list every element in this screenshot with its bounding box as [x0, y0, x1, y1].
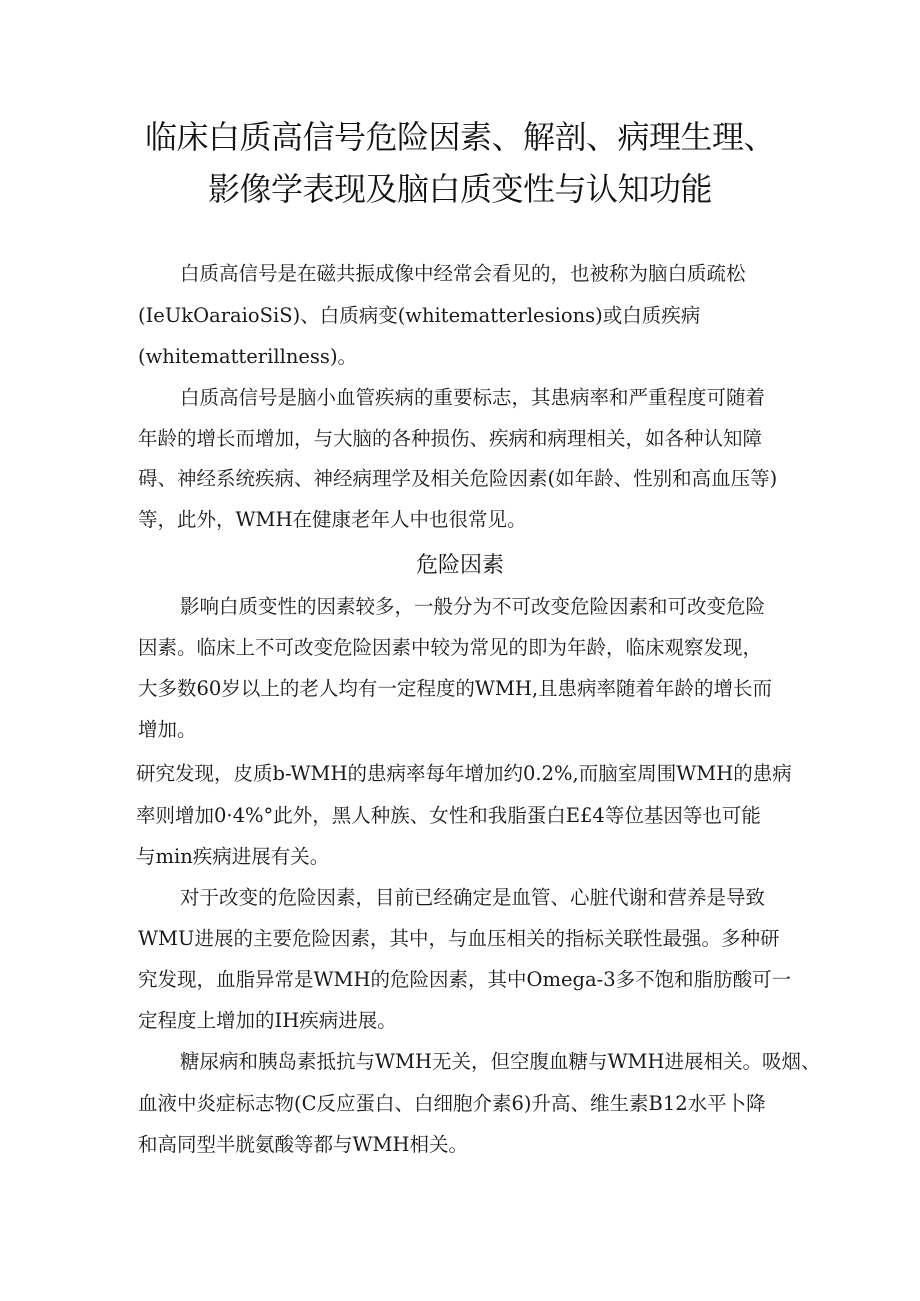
paragraph-line: 研究发现，皮质b-WMH的患病率每年增加约0.2%,而脑室周围WMH的患病: [136, 762, 792, 785]
paragraph-line: 大多数60岁以上的老人均有一定程度的WMH,且患病率随着年龄的增长而: [138, 677, 773, 700]
paragraph-line: 定程度上增加的IH疾病进展。: [138, 1009, 397, 1032]
paragraph-line: 影响白质变性的因素较多，一般分为不可改变危险因素和可改变危险: [180, 595, 766, 618]
document-title-line-1: 临床白质高信号危险因素、解剖、病理生理、: [144, 118, 775, 156]
paragraph-line: 等，此外，WMH在健康老年人中也很常见。: [138, 508, 527, 531]
paragraph-line: 碍、神经系统疾病、神经病理学及相关危险因素(如年龄、性别和高血压等): [138, 467, 778, 490]
paragraph-line: 和高同型半胱氨酸等都与WMH相关。: [138, 1133, 469, 1156]
paragraph-line: 因素。临床上不可改变危险因素中较为常见的即为年龄，临床观察发现，: [138, 636, 763, 659]
paragraph-line: 白质高信号是脑小血管疾病的重要标志，其患病率和严重程度可随着: [180, 386, 766, 409]
paragraph-line: 究发现，血脂异常是WMH的危险因素，其中Omega-3多不饱和脂肪酸可一: [138, 968, 792, 991]
paragraph-line: (IeUkOaraioSiS)、白质病变(whitematterlesions)或白质疾病: [138, 304, 701, 327]
paragraph-line: 增加。: [138, 718, 197, 741]
paragraph-line: 率则增加0·4%°此外，黑人种族、女性和我脂蛋白E£4等位基因等也可能: [136, 804, 761, 827]
document-title-line-2: 影像学表现及脑白质变性与认知功能: [207, 170, 712, 208]
paragraph-line: 年龄的增长而增加，与大脑的各种损伤、疾病和病理相关，如各种认知障: [138, 427, 763, 450]
paragraph-line: 血液中炎症标志物(C反应蛋白、白细胞介素6)升高、维生素B12水平卜降: [138, 1092, 766, 1115]
section-heading: 危险因素: [415, 553, 504, 578]
paragraph-line: (whitematterillness)。: [138, 345, 358, 368]
paragraph-line: 白质高信号是在磁共振成像中经常会看见的，也被称为脑白质疏松: [180, 262, 746, 285]
paragraph-line: 对于改变的危险因素，目前已经确定是血管、心脏代谢和营养是导致: [180, 886, 766, 909]
paragraph-line: 与min疾病进展有关。: [136, 845, 330, 868]
paragraph-line: WMU进展的主要危险因素，其中，与血压相关的指标关联性最强。多种研: [138, 927, 780, 950]
paragraph-line: 糖尿病和胰岛素抵抗与WMH无关，但空腹血糖与WMH进展相关。吸烟、: [180, 1050, 821, 1073]
